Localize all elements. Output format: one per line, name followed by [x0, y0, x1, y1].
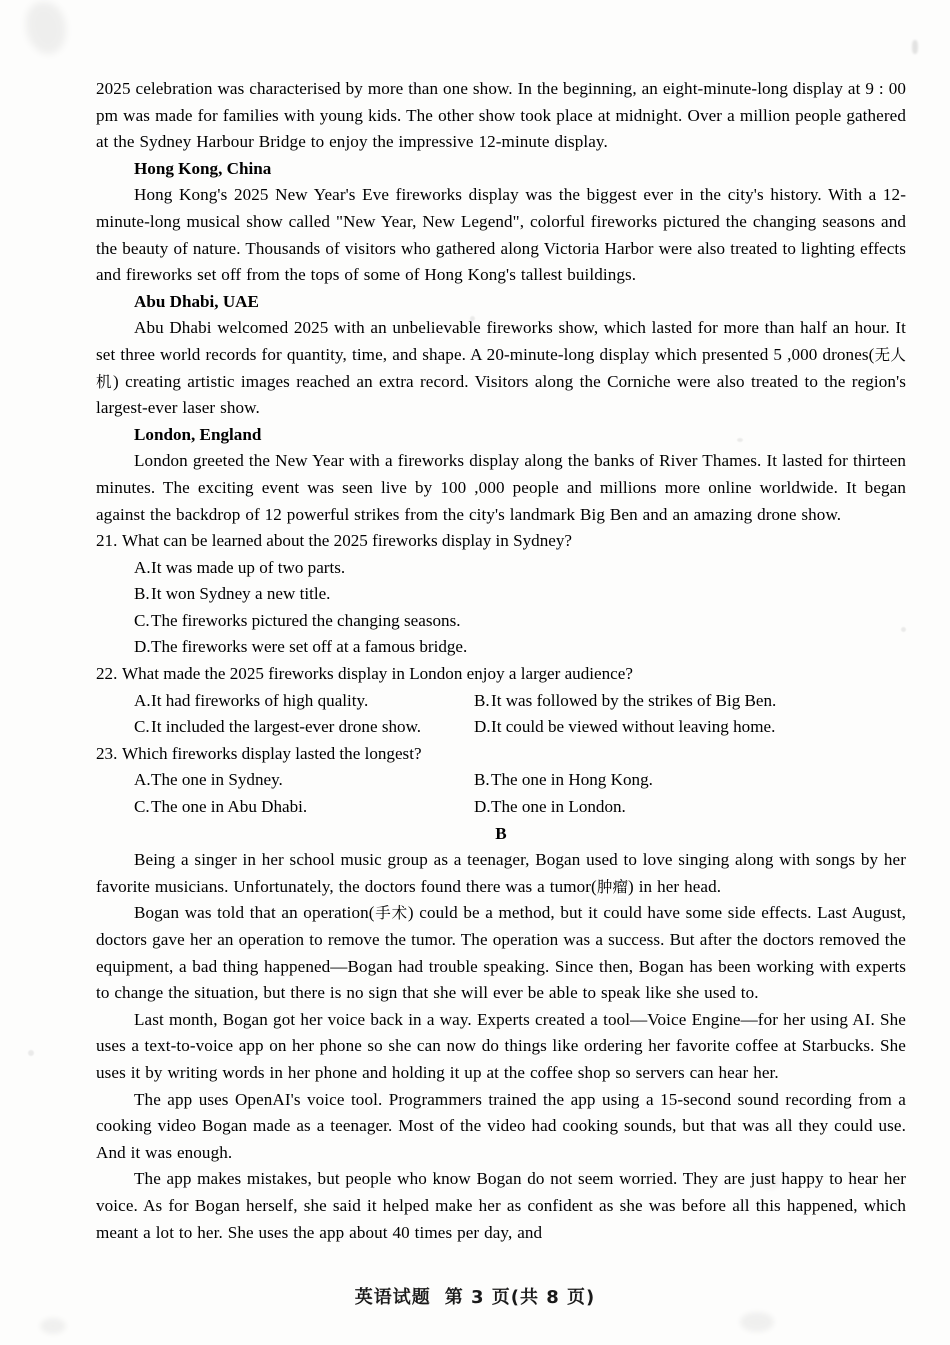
question-21-text: What can be learned about the 2025 fireworks display in Sydney? [122, 531, 572, 551]
option-label: D. [474, 797, 491, 817]
question-21-options [96, 555, 906, 661]
scan-smudge-top-right [912, 40, 918, 54]
abu-dhabi-body-part1: Abu Dhabi welcomed 2025 with an unbelievable fireworks show, which lasted for more than half an hour. It set three world records for quantity, time, and shape. A 20-minute-long display which presented 5 ,000 drones( [96, 318, 906, 364]
option-text: It included the largest-ever drone show. [151, 717, 422, 737]
question-23-text: Which fireworks display lasted the longest? [122, 743, 422, 763]
question-23-options-row-2 [96, 794, 906, 821]
option-label: D. [474, 717, 491, 737]
question-23-number: 23. [96, 743, 118, 763]
question-23-stem [96, 741, 906, 768]
question-23-option-d[interactable] [474, 794, 906, 821]
option-label: D. [134, 637, 151, 657]
question-22-number: 22. [96, 664, 118, 684]
question-22-option-c[interactable] [134, 714, 474, 741]
question-23 [96, 741, 906, 821]
question-23-option-b[interactable] [474, 767, 906, 794]
passage-b-paragraph-1 [96, 847, 906, 900]
question-22-option-a[interactable] [134, 688, 474, 715]
option-label: A. [134, 690, 151, 710]
question-22-option-d[interactable] [474, 714, 906, 741]
passage-b-paragraph-5: The app makes mistakes, but people who know Bogan do not seem worried. They are just happy to hear her voice. As for Bogan herself, she said it helped make her as confident as she was before all this happened, which meant a lot to her. She uses the app about 40 times per day, and [96, 1169, 906, 1242]
option-label: B. [134, 584, 150, 604]
option-label: A. [134, 770, 151, 790]
passage-a-opening-paragraph: 2025 celebration was characterised by more than one show. In the beginning, an eight-minute-long display at 9 : 00 pm was made for families with young kids. The other show took place at midnight. Over a million people gathered at the Sydney Harbour Bridge to enjoy the impressive 12-minute display. [96, 79, 906, 152]
question-21-stem [96, 528, 906, 555]
passage-b-paragraph-2 [96, 900, 906, 1006]
passage-b-p1-part2: ) in her head. [628, 876, 722, 896]
footer-page-number: 第 3 页(共 8 页) [444, 1287, 596, 1308]
passage-b-p2-part1: Bogan was told that an operation( [134, 903, 375, 923]
option-text: It was made up of two parts. [151, 557, 346, 577]
option-text: The one in Sydney. [151, 770, 283, 790]
subheading-abu-dhabi: Abu Dhabi, UAE [134, 291, 259, 311]
option-text: The fireworks pictured the changing seasons. [151, 610, 461, 630]
option-text: It won Sydney a new title. [151, 584, 331, 604]
passage-a-london-body: London greeted the New Year with a fireworks display along the banks of River Thames. It lasted for thirteen minutes. The exciting event was seen live by 100 ,000 people and millions more online worldwide. It began against the backdrop of 12 powerful strikes from the city's landmark Big Ben and an amazing drone show. [96, 451, 906, 524]
question-22-options-row-2 [96, 714, 906, 741]
subheading-london: London, England [134, 424, 262, 444]
question-21-number: 21. [96, 531, 118, 551]
section-b-letter: B [495, 823, 507, 843]
option-label: B. [474, 690, 490, 710]
question-21-option-a[interactable] [134, 555, 906, 582]
option-text: The fireworks were set off at a famous bridge. [151, 637, 468, 657]
question-23-option-c[interactable] [134, 794, 474, 821]
operation-gloss-cjk: 手术 [374, 904, 408, 923]
footer-subject: 英语试题 [354, 1287, 431, 1308]
question-21 [96, 528, 906, 661]
scan-speck [28, 1050, 34, 1056]
passage-b-paragraph-4: The app uses OpenAI's voice tool. Programmers trained the app using a 15-second sound recording from a cooking video Bogan made as a teenager. Most of the video had cooking sounds, but that was all they could use. And it was enough. [96, 1089, 906, 1162]
option-text: The one in London. [491, 797, 626, 817]
subheading-hong-kong: Hong Kong, China [134, 158, 272, 178]
option-label: C. [134, 717, 150, 737]
question-21-option-b[interactable] [134, 581, 906, 608]
option-text: It was followed by the strikes of Big Ben. [491, 690, 777, 710]
option-label: B. [474, 770, 490, 790]
option-label: A. [134, 557, 151, 577]
question-22-option-b[interactable] [474, 688, 906, 715]
passage-b-paragraph-3: Last month, Bogan got her voice back in a way. Experts created a tool—Voice Engine—for her using AI. She uses a text-to-voice app on her phone so she can now do things like ordering her favorite coffee at Starbucks. She uses it by writing words in her phone and holding it up at the coffee shop so servers can hear her. [96, 1009, 906, 1082]
passage-a-hong-kong-body: Hong Kong's 2025 New Year's Eve fireworks display was the biggest ever in the city's history. With a 12-minute-long musical show called "New Year, New Legend", colorful fireworks pictured the changing seasons and the beauty of nature. Thousands of visitors who gathered along Victoria Harbor were also treated to lighting effects and fireworks set off from the tops of some of Hong Kong's tallest buildings. [96, 185, 906, 285]
passage-a-abu-dhabi-body [96, 315, 906, 421]
question-22-text: What made the 2025 fireworks display in London enjoy a larger audience? [122, 664, 633, 684]
scan-smudge-bottom-left [40, 1318, 66, 1334]
option-text: The one in Hong Kong. [491, 770, 653, 790]
scan-smudge-bottom-right [740, 1312, 774, 1332]
scan-smudge-top-left [26, 2, 66, 54]
question-23-options-row-1 [96, 767, 906, 794]
question-22-stem [96, 661, 906, 688]
question-21-option-c[interactable] [134, 608, 906, 635]
passage-b-p1-part1: Being a singer in her school music group as a teenager, Bogan used to love singing along with songs by her favorite musicians. Unfortunately, the doctors found there was a tumor( [96, 850, 906, 896]
question-22 [96, 661, 906, 741]
abu-dhabi-body-part2: ) creating artistic images reached an extra record. Visitors along the Corniche were also treated to the region's largest-ever laser show. [96, 371, 906, 418]
page-footer [0, 1283, 950, 1309]
abu-dhabi-gloss-cjk: 无人机 [96, 345, 907, 391]
option-text: The one in Abu Dhabi. [151, 797, 308, 817]
option-text: It had fireworks of high quality. [151, 690, 369, 710]
option-label: C. [134, 610, 150, 630]
option-text: It could be viewed without leaving home. [491, 717, 776, 737]
passage-b-p2-part2: ) could be a method, but it could have some side effects. Last August, doctors gave her an operation to remove the tumor. The operation was a success. But after the doctors removed the equipment, a bad thing happened—Bogan had trouble speaking. Since then, Bogan has been working with experts to change the situation, but there is no sign that she will ever be able to speak like she used to. [96, 903, 906, 1003]
question-23-option-a[interactable] [134, 767, 474, 794]
tumor-gloss-cjk: 肿瘤 [596, 877, 629, 896]
question-21-option-d[interactable] [134, 634, 906, 661]
option-label: C. [134, 797, 150, 817]
page-content [96, 76, 906, 1246]
question-22-options-row-1 [96, 688, 906, 715]
